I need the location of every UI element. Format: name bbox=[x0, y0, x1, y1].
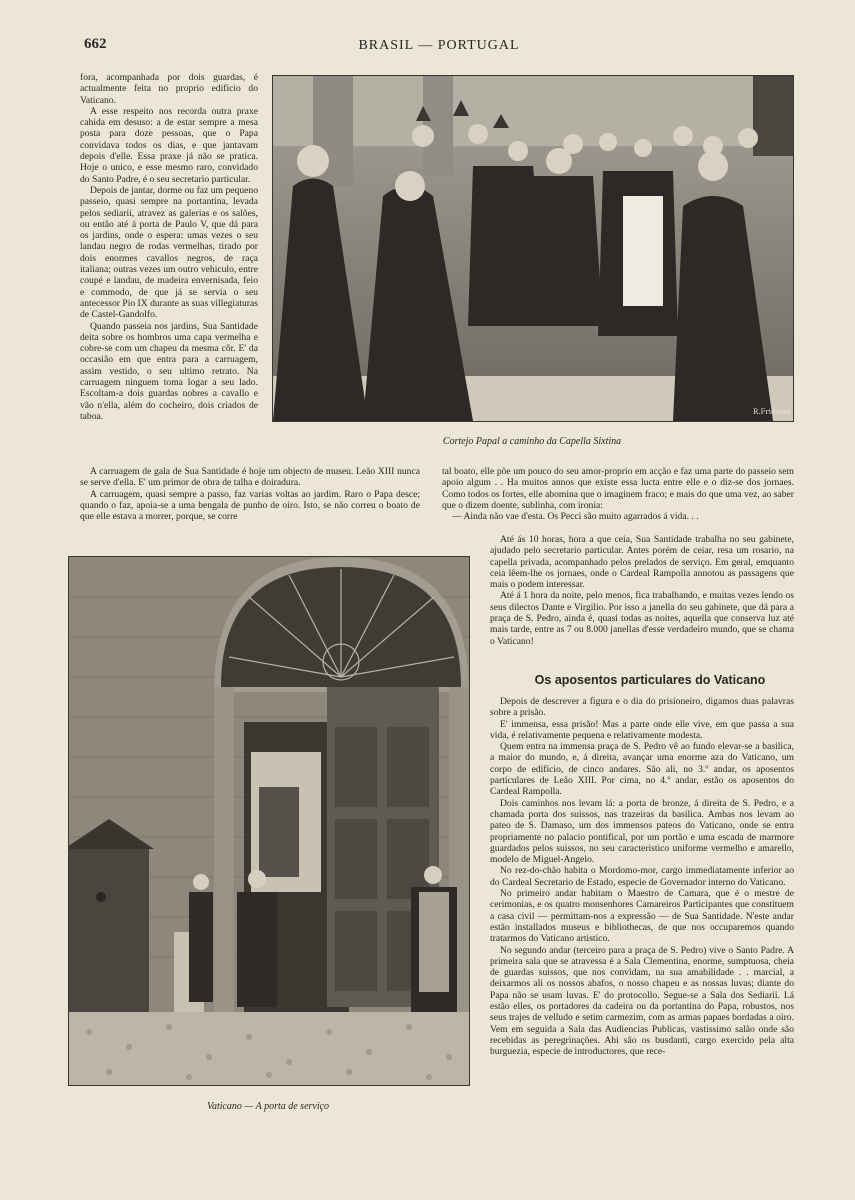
paragraph: Até á 1 hora da noite, pelo menos, fica trabalhando, e muitas vezes lendo os seus dilectos Dante e Virgilio. Por isso a janella do seu gabinete, que dá para a praça de S. Pedro, ainda é, quasi todas as noites, aquella que conserva luz até mais tarde, entre as 7 ou 8.000 janellas d'esse verdadeiro mundo, que se chama o Vaticano! bbox=[490, 590, 794, 647]
paragraph: Depois de descrever a figura e o dia do prisioneiro, digamos duas palavras sobre a prisão. bbox=[490, 696, 794, 719]
paragraph: Dois caminhos nos levam lá: a porta de bronze, á direita de S. Pedro, e a chamada porta dos suissos, nas trazeiras da basilica. Ambas nos levam ao pateo de S. Damaso, um dos immensos pateos do Vaticano, onde se entra propriamente no palacio pontifical, por um portão e uma escada de marmore guardados pelos suissos, no seu caracteristico uniforme vermelho e amarello, modelo de Miguel-Angelo. bbox=[490, 797, 794, 866]
section-heading: Os aposentos particulares do Vaticano bbox=[534, 673, 766, 687]
page-header bbox=[84, 36, 794, 60]
paragraph: — Ainda não vae d'esta. Os Pecci são muito agarrados á vida. . . bbox=[452, 511, 699, 523]
paragraph: tal boato, elle põe um pouco do seu amor-proprio em acção e faz uma parte do passeio sem apoio algum . . Ha muitos annos que existe essa lucta entre elle e o diz-se dos jornaes. Como todos os fortes, elle abomina que o imaginem fraco; e mais do que uma vez, ao saber que o dizem doente, sublinha, com ironia: bbox=[442, 466, 794, 511]
paragraph: Até ás 10 horas, hora a que ceia, Sua Santidade trabalha no seu gabinete, ajudado pelo secretario particular. Antes porém de ceiar, resa um rosario, na capella privada, acompanhado pelos prelados de serviço. Em geral, emquanto ceia lêem-lhe os jornaes, onde o Cardeal Rampolla annotou as passagens que mais o podem interessar. bbox=[490, 534, 794, 591]
paragraph: No segundo andar (terceiro para a praça de S. Pedro) vive o Santo Padre. A primeira sala que se atravessa é a Sala Clementina, enorme, sumptuosa, cheia de guardas suissos, que nos convidam, na sua amabilidade . . marcial, a deixarmos ali os nossos abafos, o nosso chapeu e as nossas luvas; diante do Papa não se usam luvas. E' do protocollo. Segue-se a Sala dos Sediarii. Lá estão elles, os portadores da cadeira ou da portantina do Papa, robustos, nos seus trajes de velludo e setim carmezim, com as armas papaes bordadas a oiro. Vem em seguida a Sala das Audiencias Publicas, vastissimo salão onde são recebidas as peregrinações. Ahi são os busdanti, cargo exercido pela alta burguezia, especie de introductores, que rece- bbox=[490, 944, 794, 1058]
service-door-photo bbox=[68, 556, 470, 1086]
paragraph: A carruagem de gala de Sua Santidade é hoje um objecto de museu. Leão XIII nunca se serve d'ella. E' um primor de obra de talha e doiradura. bbox=[80, 466, 420, 489]
paragraph: Depois de jantar, dorme ou faz um pequeno passeio, quasi sempre na portantina, levada pelos sediarii, atravez as galerias e os salões, ou então até á porta de Paulo V, que dá para os jardins, onde o espera: umas vezes o seu landau negro de rodas vermelhas, tirado por dois enormes cavallos negros, de raça italiana; outras vezes um outro vehiculo, entre coupé e landau, de madeira envernisada, feio e commodo, de que já se servia o seu antecessor Pio IX durante as suas villegiaturas de Castel-Gandolfo. bbox=[80, 184, 258, 321]
service-door-illustration bbox=[69, 557, 469, 1085]
paragraph: A carruagem, quasi sempre a passo, faz varias voltas ao jardim. Raro o Papa desce; quando o faz, apoia-se a uma bengala de punho de oiro. Isto, se não correu o boato de que elle estava a morrer, porque, se corre bbox=[80, 488, 420, 523]
top-left-column bbox=[80, 72, 258, 422]
bottom-photo-caption: Vaticano — A porta de serviço bbox=[206, 1101, 330, 1112]
page-number: 662 bbox=[84, 36, 107, 52]
paragraph: No rez-do-chão habita o Mordomo-mor, cargo immediatamente inferior ao do Cardeal Secretario de Estado, especie de Governador interno do Vaticano. bbox=[490, 865, 794, 888]
paragraph: A esse respeito nos recorda outra praxe cahida em desuso: a de estar sempre a mesa posta para doze pessoas, que o Papa convidava todos os dias, e que jantavam depois d'elle. Essa praxe já não se pratica. Hoje o unico, e esse mesmo raro, convidado do Santo Padre, é o seu secretario particular. bbox=[80, 105, 258, 185]
middle-left-column bbox=[80, 466, 420, 522]
papal-procession-photo bbox=[272, 75, 794, 422]
top-photo-caption: Cortejo Papal a caminho da Capella Sixtina bbox=[442, 436, 622, 447]
paragraph: No primeiro andar habitam o Maestro de Camara, que é o mestre de cerimonias, e os quatro monsenhores Camareiros Participantes que constituem a casa civil — permittam-nos a expressão — de Sua Santidade. N'este andar estão installados museus e bibliothecas, de que nos occuparemos quando tratarmos do Vaticano artistico. bbox=[490, 888, 794, 945]
paragraph: Quem entra na immensa praça de S. Pedro vê ao fundo elevar-se a basilica, a maior do mundo, e, á direita, avançar uma enorme aza do Vaticano, um corpo de edificio, de cinco andares. São ali, no 3.º andar, os aposentos particulares de Leão XIII. Por cima, no 4.º andar, estão os aposentos do Cardeal Rampolla. bbox=[490, 741, 794, 798]
paragraph: E' immensa, essa prisão! Mas a parte onde elle vive, em que passa a sua vida, é relativamente pequena e relativamente modesta. bbox=[490, 718, 794, 741]
papal-procession-illustration bbox=[273, 76, 793, 421]
paragraph: Quando passeia nos jardins, Sua Santidade deita sobre os hombros uma capa vermelha e cobre-se com um chapeu da mesma côr. E' da occasião em que entra para a carruagem, assim vestido, o seu ultimo retrato. Na carruagem ninguem toma logar a seu lado. Escoltam-a dois guardas nobres a cavallo e vão n'ella, além do cocheiro, dois criados de taboa. bbox=[80, 320, 258, 422]
running-title: BRASIL — PORTUGAL bbox=[358, 38, 520, 53]
photo-signature: R.Fridman bbox=[753, 408, 791, 416]
paragraph: fora, acompanhada por dois guardas, é actualmente feita no proprio edificio do Vaticano. bbox=[80, 72, 258, 106]
right-column-continued bbox=[490, 534, 794, 647]
section-column bbox=[490, 696, 794, 1058]
middle-right-column bbox=[442, 466, 794, 522]
